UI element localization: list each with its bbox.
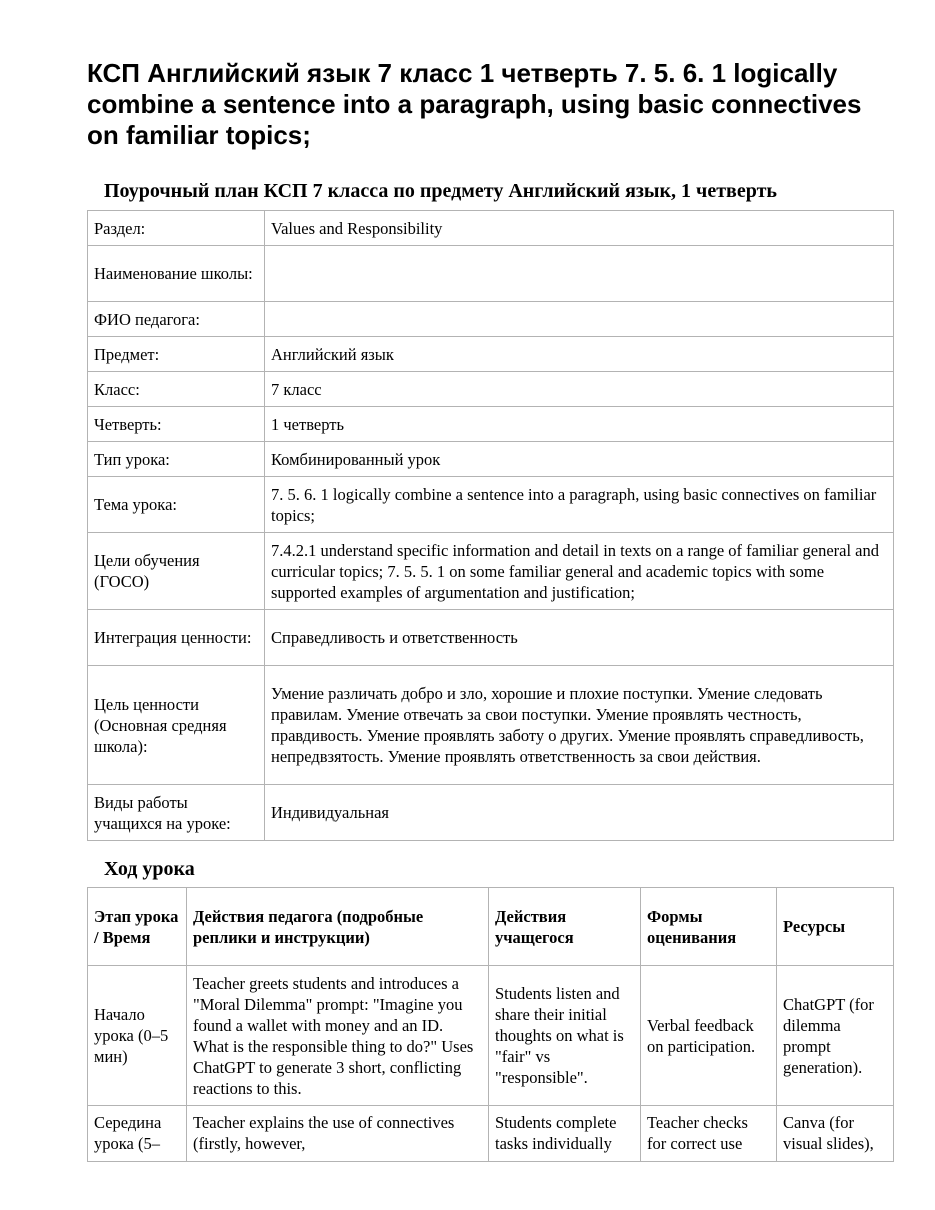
row-value: 7. 5. 6. 1 logically combine a sentence into a paragraph, using basic connectives on familiar topics; (265, 477, 894, 533)
table-cell: Teacher checks for correct use (641, 1106, 777, 1162)
table-cell: Students listen and share their initial thoughts on what is "fair" vs "responsible". (489, 966, 641, 1106)
table-cell: Teacher greets students and introduces a "Moral Dilemma" prompt: "Imagine you found a wallet with money and an ID. What is the responsible thing to do?" Uses ChatGPT to generate 3 short, conflicting reactions to this. (187, 966, 489, 1106)
table-cell: ChatGPT (for dilemma prompt generation). (777, 966, 894, 1106)
row-value: Values and Responsibility (265, 211, 894, 246)
row-label: ФИО педагога: (88, 302, 265, 337)
table-row (88, 785, 894, 841)
table-cell: Teacher explains the use of connectives (firstly, however, (187, 1106, 489, 1162)
table-row (88, 211, 894, 246)
row-label: Предмет: (88, 337, 265, 372)
table-row (88, 610, 894, 666)
row-value: 1 четверть (265, 407, 894, 442)
row-label: Раздел: (88, 211, 265, 246)
row-value: 7 класс (265, 372, 894, 407)
row-label: Цель ценности (Основная средняя школа): (88, 666, 265, 785)
table-row (88, 533, 894, 610)
row-label: Тип урока: (88, 442, 265, 477)
row-value: Индивидуальная (265, 785, 894, 841)
lesson-progress-table (87, 887, 894, 1162)
table-row (88, 372, 894, 407)
row-label: Цели обучения (ГОСО) (88, 533, 265, 610)
row-value (265, 246, 894, 302)
row-label: Виды работы учащихся на уроке: (88, 785, 265, 841)
column-header: Формы оценивания (641, 888, 777, 966)
table-row (88, 407, 894, 442)
plan-heading: Поурочный план КСП 7 класса по предмету Английский язык, 1 четверть (104, 180, 777, 202)
column-header: Действия учащегося (489, 888, 641, 966)
table-cell: Verbal feedback on participation. (641, 966, 777, 1106)
progress-heading: Ход урока (104, 858, 195, 880)
table-row (88, 246, 894, 302)
column-header: Ресурсы (777, 888, 894, 966)
table-header-row (88, 888, 894, 966)
row-value: 7.4.2.1 understand specific information and detail in texts on a range of familiar general and curricular topics; 7. 5. 5. 1 on some familiar general and academic topics with some supported examples of argumentation and justification; (265, 533, 894, 610)
table-row (88, 302, 894, 337)
row-label: Четверть: (88, 407, 265, 442)
table-row (88, 1106, 894, 1162)
table-row (88, 337, 894, 372)
table-cell: Середина урока (5– (88, 1106, 187, 1162)
page-title: КСП Английский язык 7 класс 1 четверть 7. 5. 6. 1 logically combine a sentence into a paragraph, using basic connectives on familiar topics; (87, 58, 862, 150)
table-row (88, 477, 894, 533)
row-value: Английский язык (265, 337, 894, 372)
row-value: Справедливость и ответственность (265, 610, 894, 666)
table-cell: Начало урока (0–5 мин) (88, 966, 187, 1106)
row-label: Интеграция ценности: (88, 610, 265, 666)
row-label: Тема урока: (88, 477, 265, 533)
column-header: Этап урока / Время (88, 888, 187, 966)
table-cell: Canva (for visual slides), (777, 1106, 894, 1162)
table-row (88, 666, 894, 785)
table-row (88, 442, 894, 477)
column-header: Действия педагога (подробные реплики и инструкции) (187, 888, 489, 966)
lesson-info-table (87, 210, 894, 841)
table-row (88, 966, 894, 1106)
row-value: Умение различать добро и зло, хорошие и плохие поступки. Умение следовать правилам. Умение отвечать за свои поступки. Умение проявлять честность, правдивость. Умение проявлять заботу о других. Умение проявлять справедливость, непредвзятость. Умение проявлять ответственность за свои действия. (265, 666, 894, 785)
row-label: Наименование школы: (88, 246, 265, 302)
table-cell: Students complete tasks individually (489, 1106, 641, 1162)
row-value (265, 302, 894, 337)
row-label: Класс: (88, 372, 265, 407)
row-value: Комбинированный урок (265, 442, 894, 477)
